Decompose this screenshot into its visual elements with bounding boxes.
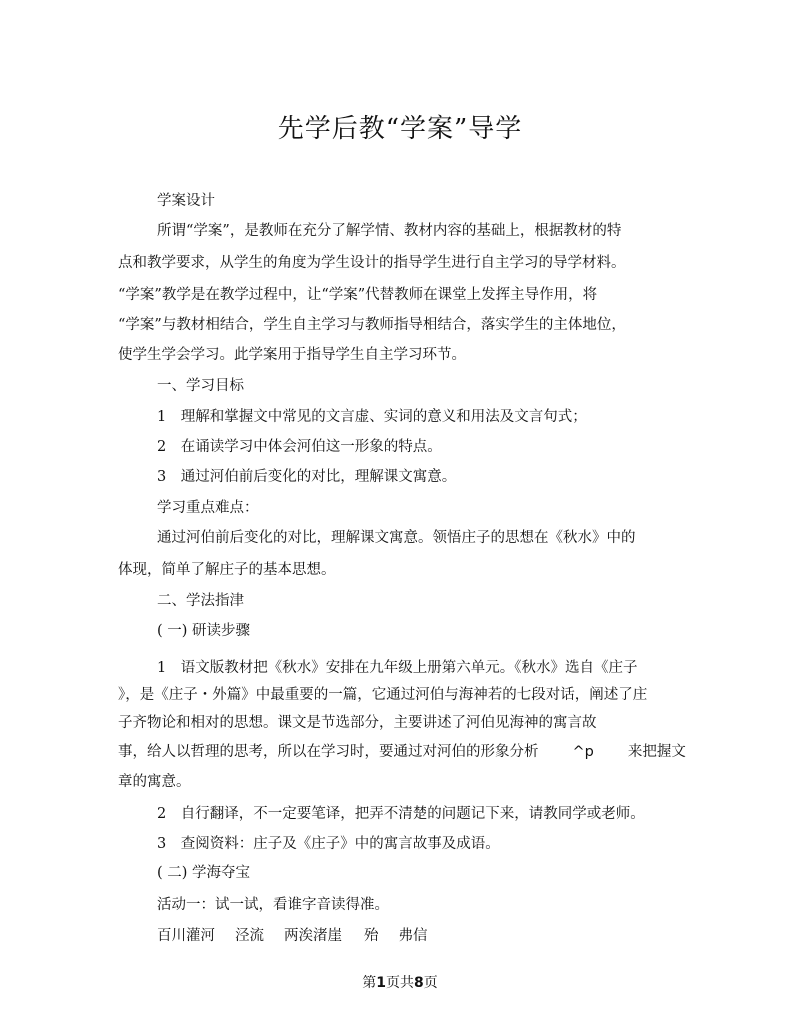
step1-line-4-text-a: 事，给人以哲理的思考，所以在学习时，要通过对河伯的形象分析 [118,744,539,760]
key-points-line-1: 通过河伯前后变化的对比，理解课文寓意。领悟庄子的思想在《秋水》中的 [157,530,636,546]
footer-total-pages: 8 [414,975,424,991]
section-heading-method: 二、学法指津 [157,593,244,609]
footer-text: 页共 [386,975,414,991]
word-item: 百川灌河 [157,928,215,944]
footer-page-number: 1 [376,975,386,991]
heading-design: 学案设计 [157,193,215,209]
activity-1: 活动一：试一试，看谁字音读得准。 [157,897,389,913]
section-heading-goals: 一、学习目标 [157,378,244,394]
footer-text: 页 [423,975,438,991]
word-item: 弗信 [398,928,428,944]
key-points-line-2: 体现，简单了解庄子的基本思想。 [118,562,336,578]
step1-line-4-text-c: 来把握文 [627,744,686,760]
word-item: 两涘渚崖 [284,928,342,944]
intro-line-5: 使学生学会学习。此学案用于指导学生自主学习环节。 [118,347,466,363]
key-points-label: 学习重点难点： [157,500,259,516]
goal-2: 2 在诵读学习中体会河伯这一形象的特点。 [157,439,442,455]
word-item: 殆 [364,928,379,944]
step1-line-3: 子齐物论和相对的思想。课文是节选部分，主要讲述了河伯见海神的寓言故 [118,715,597,731]
step1-line-4-marker: ^p [572,744,594,760]
step-3: 3 查阅资料：庄子及《庄子》中的寓言故事及成语。 [157,836,500,852]
intro-line-2: 点和教学要求，从学生的角度为学生设计的指导学生进行自主学习的导学材料。 [118,255,626,271]
intro-line-3: “学案”教学是在教学过程中，让“学案”代替教师在课堂上发挥主导作用，将 [118,287,598,303]
footer-text: 第 [362,975,377,991]
document-title: 先学后教“学案”导学 [277,114,523,144]
word-list [157,927,428,945]
step1-line-2: 》，是《庄子・外篇》中最重要的一篇，它通过河伯与海神若的七段对话，阐述了庄 [118,687,648,703]
subheading-treasure: ( 二) 学海夺宝 [157,865,251,881]
intro-line-1: 所谓“学案”，是教师在充分了解学情、教材内容的基础上，根据教材的特 [157,223,622,239]
subheading-reading-steps: ( 一) 研读步骤 [157,623,251,639]
step1-line-1: 1 语文版教材把《秋水》安排在九年级上册第六单元。《秋水》选自《庄子 [157,660,638,676]
step-2: 2 自行翻译，不一定要笔译，把弄不清楚的问题记下来，请教同学或老师。 [157,806,645,822]
step1-line-5: 章的寓意。 [118,774,191,790]
goal-1: 1 理解和掌握文中常见的文言虚、实词的意义和用法及文言句式； [157,409,587,425]
step1-line-4 [118,743,686,761]
goal-3: 3 通过河伯前后变化的对比，理解课文寓意。 [157,469,457,485]
word-item: 泾流 [235,928,264,944]
intro-line-4: “学案”与教材相结合，学生自主学习与教师指导相结合，落实学生的主体地位， [118,317,626,333]
page-footer [0,972,800,992]
